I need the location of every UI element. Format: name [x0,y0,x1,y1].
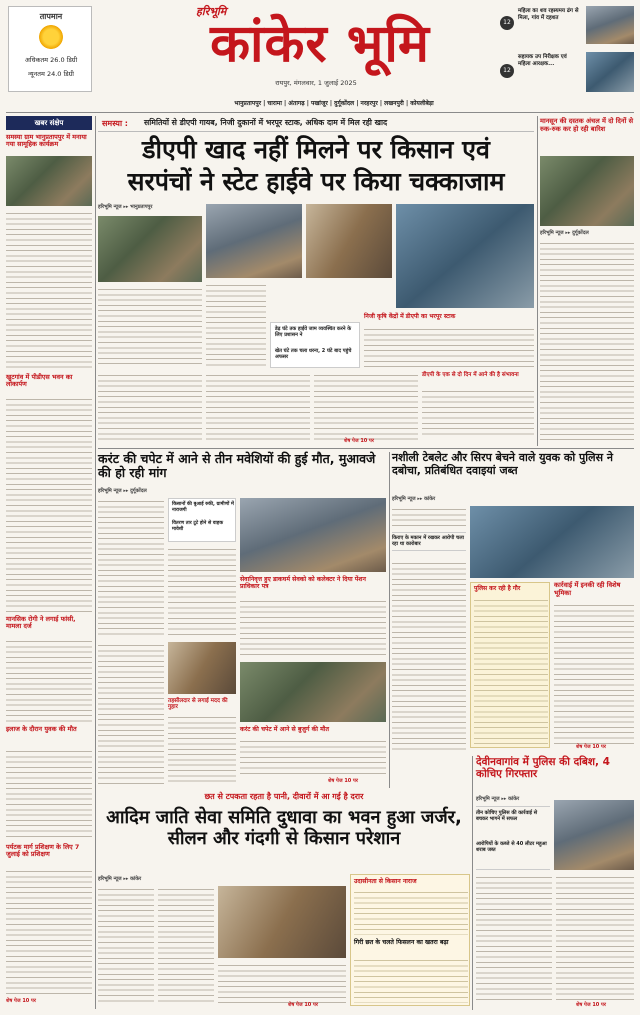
story-2-photo [240,498,386,572]
story-5-byline: हरिभूमि न्यूज ▸▸ कांकेर [476,796,520,802]
story-4-col3 [218,962,346,1004]
lead-photo-4 [396,204,534,308]
lead-byline: हरिभूमि न्यूज ▸▸ भानुप्रतापपुर [98,204,153,210]
story-2-headline: करंट की चपेट में आने से तीन मवेशियों की हुई मौत, मुआवजे की हो रही मांग [98,451,376,481]
story-5 [476,756,634,1010]
story-2-col2 [168,546,236,638]
temperature-label: तापमान [39,12,63,21]
story-2-col1 [98,498,164,638]
story-4 [98,790,470,1010]
story-3-box-1-title: पुलिस कर रही है गौर [474,585,521,592]
lead-bullet-1: डेढ़ घंटे तक हाईवे जाम व्यवस्थित करने के लिए प्रशासन ने [275,326,352,339]
dateline: रायपुर, मंगलवार, 1 जुलाई 2025 [275,79,357,87]
lead-bullet-2: खेत घंटे तक चला धरना, 2 घंटे बाद पहुंचे अफसर [275,348,352,361]
lead-bottom-text-3 [314,372,418,444]
brief-3-title: मानसिक रोगी ने लगाई फांसी, मामला दर्ज [6,615,76,631]
lead-caption-1: निजी कृषि केंद्रों में डीएपी का भरपूर स्टाक [364,313,456,320]
story-5-col2 [556,874,634,1002]
lead-story [98,116,534,446]
story-2 [98,452,386,788]
brief-5-title: पर्यटक मार्ग प्रशिक्षण के लिए 7 जुलाई को प्रशिक्षण [6,843,80,859]
story-2-col4 [98,642,164,784]
story-3-photo [470,506,634,578]
story-4-headline: आदिम जाति सेवा समिति दुधावा का भवन हुआ जर्जर, सीलन और गंदगी से किसान परेशान [106,807,462,849]
lead-bottom-text-2 [206,372,310,444]
teaser-1-text: महिला का शव रहस्यमय ढंग से मिला, गांव में दहशत [518,8,579,21]
lead-bottom-text-1 [98,372,202,444]
edition-strip: भानुप्रतापपुर | चारामा | अंतागढ़ | पखांजूर | दुर्गूकोंदल | नरहरपुर | लखनपुरी | कोयलीबेड़ा [234,100,434,107]
story-4-col1 [98,886,154,1004]
story-2-sub-1: तहसीलदार से लगाई मदद की गुहार [168,698,228,711]
story-4-box [350,874,470,1006]
temperature-min: न्यूनतम 24.0 डिग्री [27,70,74,78]
brand-small: हरिभूमि [196,5,227,18]
lead-headline-1: डीएपी खाद नहीं मिलने पर किसान एवं [142,135,490,164]
story-4-box-title: उदासीनता से किसान नाराज [354,878,417,885]
story-3-bullet: किराए के मकान में रखकर आरोपी चला रहा था कारोबार [392,532,466,551]
story-4-sub-1: गिरी छत के चलते फिसलन का खतरा बढ़ा [354,939,449,946]
story-2-byline: हरिभूमि न्यूज ▸▸ दुर्गूकोंदल [98,488,147,494]
story-2-col6 [240,738,386,778]
lead-headline-2: सरपंचों ने स्टेट हाईवे पर किया चक्काजाम [127,167,505,196]
story-5-headline: देवीनवागांव में पुलिस की दबिश, 4 कोचिए गिरफ्तार [476,756,610,781]
story-3-headline: नशीली टेबलेट और सिरप बेचने वाले युवक को पुलिस ने दबोचा, प्रतिबंधित दवाइयां जब्त [392,451,613,477]
story-4-byline: हरिभूमि न्यूज ▸▸ कांकेर [98,876,142,882]
story-2-continue[interactable]: शेष पेज 10 पर [328,778,358,784]
story-4-box-body [354,889,468,935]
right-story-title: मानसून की दस्तक अंचल में दो दिनों से रुक-रुक कर हो रही बारिश [540,117,634,133]
brief-1-title: समस्या ग्राम भानुप्रतापपुर में मनाया गया सामूहिक कार्यक्रम [6,133,87,149]
story-2-photo-3 [240,662,386,722]
teaser-2-page: 12 [500,64,514,78]
story-3-box-1-body [474,597,548,745]
lead-kicker: समस्या : [102,119,129,128]
story-4-box-body-2 [354,957,468,1003]
story-5-photo [554,800,634,870]
story-2-bullet-1: किसानों की बुआई रुकी, ग्रामीणों में नाराजगी [172,502,234,513]
story-2-photo-caption: सेवानिवृत्त हुए डाकघर्म सेवको को कलेक्टर ने दिया पेंशन प्राधिकार पत्र [240,576,366,591]
story-5-col1 [476,874,552,1002]
brief-4-body [6,748,92,840]
story-3-box-2-title: कार्रवाई में इनकी रही विशेष भूमिका [554,581,621,597]
lead-bottom-text-4 [422,388,534,438]
story-3-col1 [392,506,466,528]
story-3-box-1 [470,582,550,748]
lead-caption-3: डीएपी के एक से दो दिन में आने की है संभावना [422,372,519,378]
left-column-divider [95,116,96,1009]
story-2-col5 [168,714,236,784]
story-4-divider [472,756,473,1010]
story-2-bullet-box [168,498,236,542]
right-column [540,116,634,446]
lead-photo-2 [206,204,302,278]
story-3-byline: हरिभूमि न्यूज ▸▸ कांकेर [392,496,436,502]
temperature-box [8,6,92,92]
story-3-box-2-body [554,602,634,746]
story-2-col3 [240,598,386,658]
brief-2-title: खुटगांव में पीडीएस भवन का लोकार्पण [6,373,73,389]
story-5-bullet-2: आरोपियों के कब्जे से 40 लीटर महुआ शराब जब्त [476,841,547,854]
brief-1-body [6,210,92,370]
story-4-kicker: छत से टपकता रहता है पानी, दीवारों में आ गई है दरार [204,792,364,801]
teaser-2-text: सहायक उप निरीक्षक एवं महिला आरक्षक... [518,54,567,67]
story-5-bullet-box [476,806,550,870]
brief-header: खबर संक्षेप [6,116,92,130]
brief-3-body [6,638,92,722]
lead-col1-text [98,286,202,368]
lead-photo-3 [306,204,392,278]
lead-subhead-bar [98,116,534,132]
masthead-title: कांकेर भूमि [210,14,430,74]
masthead [0,0,640,107]
right-story-byline: हरिभूमि न्यूज ▸▸ दुर्गूकोंदल [540,230,589,236]
lead-photo-1 [98,216,202,282]
story-4-photo [218,886,346,958]
brief-5-body [6,868,92,996]
lead-bullet-box [270,322,360,368]
teaser-2[interactable] [500,52,634,94]
brief-1-photo [6,156,92,206]
teaser-1-photo [586,6,634,44]
story-4-col2 [158,886,214,1004]
story-5-bullet-1: तीन कोचिए पुलिस की कार्रवाई से बचकर भागने में सफल [476,810,538,823]
left-column [6,116,92,1009]
story-3-continue[interactable]: शेष पेज 10 पर [576,744,606,750]
story-2-divider [389,452,390,788]
sun-icon [39,25,63,49]
brief-continue[interactable]: शेष पेज 10 पर [6,998,36,1004]
story-3-box-2 [554,582,634,748]
story-5-continue[interactable]: शेष पेज 10 पर [576,1002,606,1008]
lead-continue[interactable]: शेष पेज 10 पर [344,438,374,444]
teaser-2-photo [586,52,634,92]
story-2-photo-2 [168,642,236,694]
lead-col3-text [364,326,534,368]
masthead-divider [6,112,634,113]
brief-4-title: इलाज के दौरान युवक की मौत [6,725,77,733]
story-3-col2 [392,560,466,750]
brief-2-body [6,396,92,614]
teaser-1-page: 12 [500,16,514,30]
story-4-continue[interactable]: शेष पेज 10 पर [288,1002,318,1008]
right-story-photo [540,156,634,226]
lead-col2-text [206,282,266,368]
story-2-bullet-2: वितरण तार टूटे होने से वाहक मावेशी [172,521,224,532]
right-column-divider [537,116,538,446]
story-3 [392,452,634,752]
section-divider-1 [98,448,634,449]
lead-subhead: समितियों से डीएपी गायब, निजी दुकानों में भरपूर स्टाक, अधिक दाम में मिल रही खाद [144,118,388,127]
temperature-max: अधिकतम 26.0 डिग्री [24,56,78,64]
story-2-sub-2: करंट की चपेट में आने से बुजुर्ग की मौत [240,726,329,733]
right-story-body [540,240,634,444]
teaser-1[interactable] [500,6,634,46]
